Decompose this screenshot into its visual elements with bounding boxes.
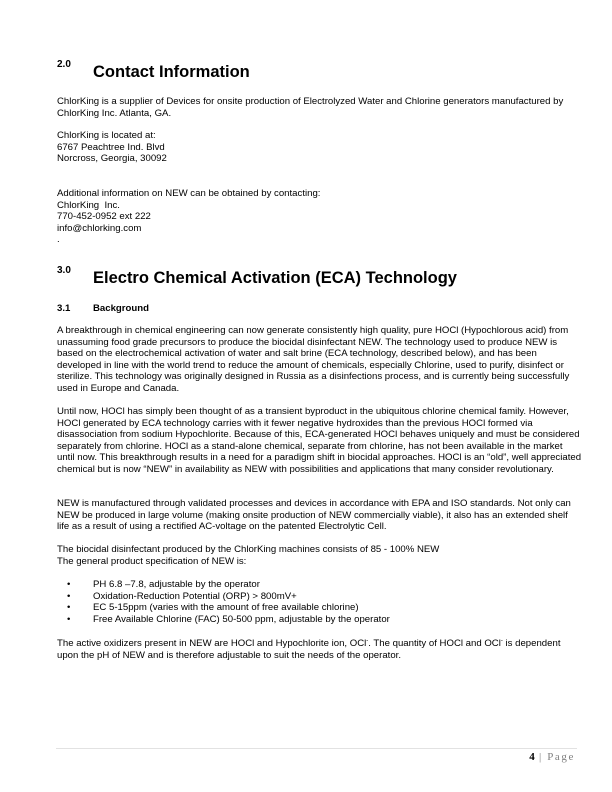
bullet-icon: • xyxy=(67,579,71,590)
spec-item: • Free Available Chlorine (FAC) 50-500 ppm, adjustable by the operator xyxy=(67,613,390,625)
spec-line-1: The biocidal disinfectant produced by the ChlorKing machines consists of 85 - 100% NEW xyxy=(57,544,440,555)
spec-item: • PH 6.8 –7.8, adjustable by the operator xyxy=(67,579,260,590)
background-paragraph-1: A breakthrough in chemical engineering can now generate consistently high quality, pure HOCl (Hypochlorous acid) from unassuming food grade precursors to produce the biocidal disinfectant NEW. The technology used to produce NEW is based on the electrochemical activation of water and salt brine (ECA technology, described below), and has been developed in line with the world trend to reduce the amount of chemicals, especially Chlorine, used to purify, disinfect or sterilize. This technology was originally designed in Russia as a disinfections process, and is currently being successfully used in Europe and Canada. xyxy=(57,325,570,394)
contact-phone: 770-452-0952 ext 222 xyxy=(57,211,151,223)
background-paragraph-3: NEW is manufactured through validated processes and devices in accordance with EPA and ISO standards. Not only can NEW be produced in large volume (making onsite production of NEW commercially viable), it also has an extended shelf life as a result of using a rectified AC-voltage on the patented Electrolytic Cell. xyxy=(57,498,571,533)
section-2-intro: ChlorKing is a supplier of Devices for onsite production of Electrolyzed Water and Chlorine generators manufactured by ChlorKing Inc. Atlanta, GA. xyxy=(57,96,564,119)
spec-line-2: The general product specification of NEW is: xyxy=(57,555,247,567)
location-label: ChlorKing is located at: xyxy=(57,130,156,141)
subsection-3-1-number: 3.1 xyxy=(57,303,71,314)
background-paragraph-2: Until now, HOCl has simply been thought of as a transient byproduct in the ubiquitous chlorine chemical family. However, HOCl generated by ECA technology carries with it fewer negative hydroxides than the previous HOCl formed via disassociation from sodium Hypochlorite. Because of this, ECA-generated HOCl behaves uniquely and must be considered separately from chlorine. HOCl as a stand-alone chemical, separate from chlorine, has not been available in the market until now. This breakthrough results in a need for a paradigm shift in biocidal approaches. HOCl is an “old”, well appreciated chemical but is now “NEW” in availability as NEW with possibilities and applications that many consider revolutionary. xyxy=(57,406,582,475)
section-3-number: 3.0 xyxy=(57,265,71,276)
spec-list xyxy=(57,579,582,625)
section-2-title: Contact Information xyxy=(93,63,250,81)
spec-item: • Oxidation-Reduction Potential (ORP) > 800mV+ xyxy=(67,590,297,602)
address-block xyxy=(57,130,582,165)
contact-company: ChlorKing Inc. xyxy=(57,199,120,211)
contact-email[interactable]: info@chlorking.com xyxy=(57,222,142,234)
spec-intro xyxy=(57,544,582,567)
footer-divider xyxy=(56,748,577,749)
closing-paragraph: The active oxidizers present in NEW are HOCl and Hypochlorite ion, OCl-. The quantity of HOCl and OCl- is dependent upon the pH of NEW and is therefore adjustable to suit the needs of the operator. xyxy=(57,638,561,661)
bullet-icon: • xyxy=(67,590,71,602)
section-3-title: Electro Chemical Activation (ECA) Technology xyxy=(93,269,457,287)
bullet-icon: • xyxy=(67,613,71,625)
subsection-3-1-title: Background xyxy=(93,303,149,314)
trailing-mark: . xyxy=(57,234,60,246)
page-footer xyxy=(529,751,575,763)
page-number: 4 xyxy=(529,751,535,763)
address-line-1: 6767 Peachtree Ind. Blvd xyxy=(57,141,165,153)
contact-intro: Additional information on NEW can be obtained by contacting: xyxy=(57,188,321,199)
section-2-number: 2.0 xyxy=(57,59,71,70)
spec-item: • EC 5-15ppm (varies with the amount of free available chlorine) xyxy=(67,602,359,614)
contact-block xyxy=(57,188,582,246)
page-separator: | xyxy=(534,751,548,763)
bullet-icon: • xyxy=(67,602,71,614)
address-line-2: Norcross, Georgia, 30092 xyxy=(57,153,167,165)
page-label: Page xyxy=(547,751,575,763)
